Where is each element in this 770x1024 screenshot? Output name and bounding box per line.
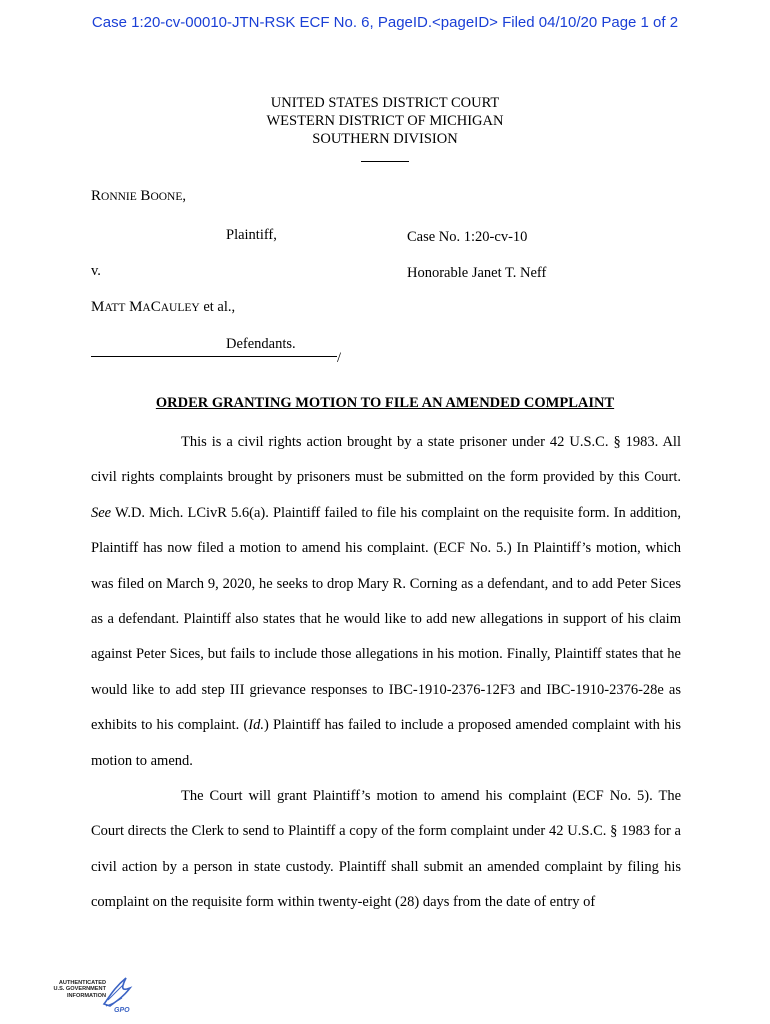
versus-label: v. — [91, 263, 101, 279]
judge-name: Honorable Janet T. Neff — [407, 265, 547, 281]
eagle-icon — [100, 974, 134, 1014]
case-number: Case No. 1:20-cv-10 — [407, 229, 528, 245]
court-division: SOUTHERN DIVISION — [312, 131, 458, 147]
plaintiff-role: Plaintiff, — [226, 227, 277, 243]
court-district: WESTERN DISTRICT OF MICHIGAN — [266, 113, 504, 129]
order-body — [91, 425, 681, 921]
paragraph-2: The Court will grant Plaintiff’s motion to amend his complaint (ECF No. 5). The Court directs the Clerk to send to Plaintiff a copy of the form complaint under 42 U.S.C. § 1983 for a civil action by a person in state custody. Plaintiff shall submit an amended complaint by filing his complaint on the requisite form within twenty-eight (28) days from the date of entry of — [91, 788, 681, 911]
gpo-mark: GPO — [114, 1007, 130, 1014]
gpo-caption: AUTHENTICATED U.S. GOVERNMENT INFORMATION — [53, 980, 106, 999]
defendant-name: MATT MACAULEY et al., — [91, 299, 236, 315]
court-name: UNITED STATES DISTRICT COURT — [270, 95, 500, 111]
gpo-authentication-logo — [44, 974, 134, 1018]
plaintiff-name: RONNIE BOONE, — [91, 188, 187, 204]
caption-rule — [91, 356, 337, 357]
order-title: ORDER GRANTING MOTION TO FILE AN AMENDED COMPLAINT — [155, 395, 615, 411]
court-heading — [0, 94, 770, 166]
heading-rule — [361, 148, 409, 166]
ecf-header-stamp: Case 1:20-cv-00010-JTN-RSK ECF No. 6, PageID.<pageID> Filed 04/10/20 Page 1 of 2 — [91, 14, 679, 31]
caption-slash: / — [337, 350, 342, 366]
paragraph-1: This is a civil rights action brought by a state prisoner under 42 U.S.C. § 1983. All civil rights complaints brought by prisoners must be submitted on the form provided by this Court. See W.D. Mich. LCivR 5.6(a). Plaintiff failed to file his complaint on the requisite form. In addition, Plaintiff has now filed a motion to amend his complaint. (ECF No. 5.) In Plaintiff’s motion, which was filed on March 9, 2020, he seeks to drop Mary R. Corning as a defendant, and to add Peter Sices as a defendant. Plaintiff also states that he would like to add new allegations in support of his claim against Peter Sices, but fails to include those allegations in his motion. Finally, Plaintiff states that he would like to add step III grievance responses to IBC-1910-2376-12F3 and IBC-1910-2376-28e as exhibits to his complaint. (Id.) Plaintiff has failed to include a proposed amended complaint with his motion to amend. — [91, 434, 681, 769]
defendant-role: Defendants. — [226, 336, 296, 352]
